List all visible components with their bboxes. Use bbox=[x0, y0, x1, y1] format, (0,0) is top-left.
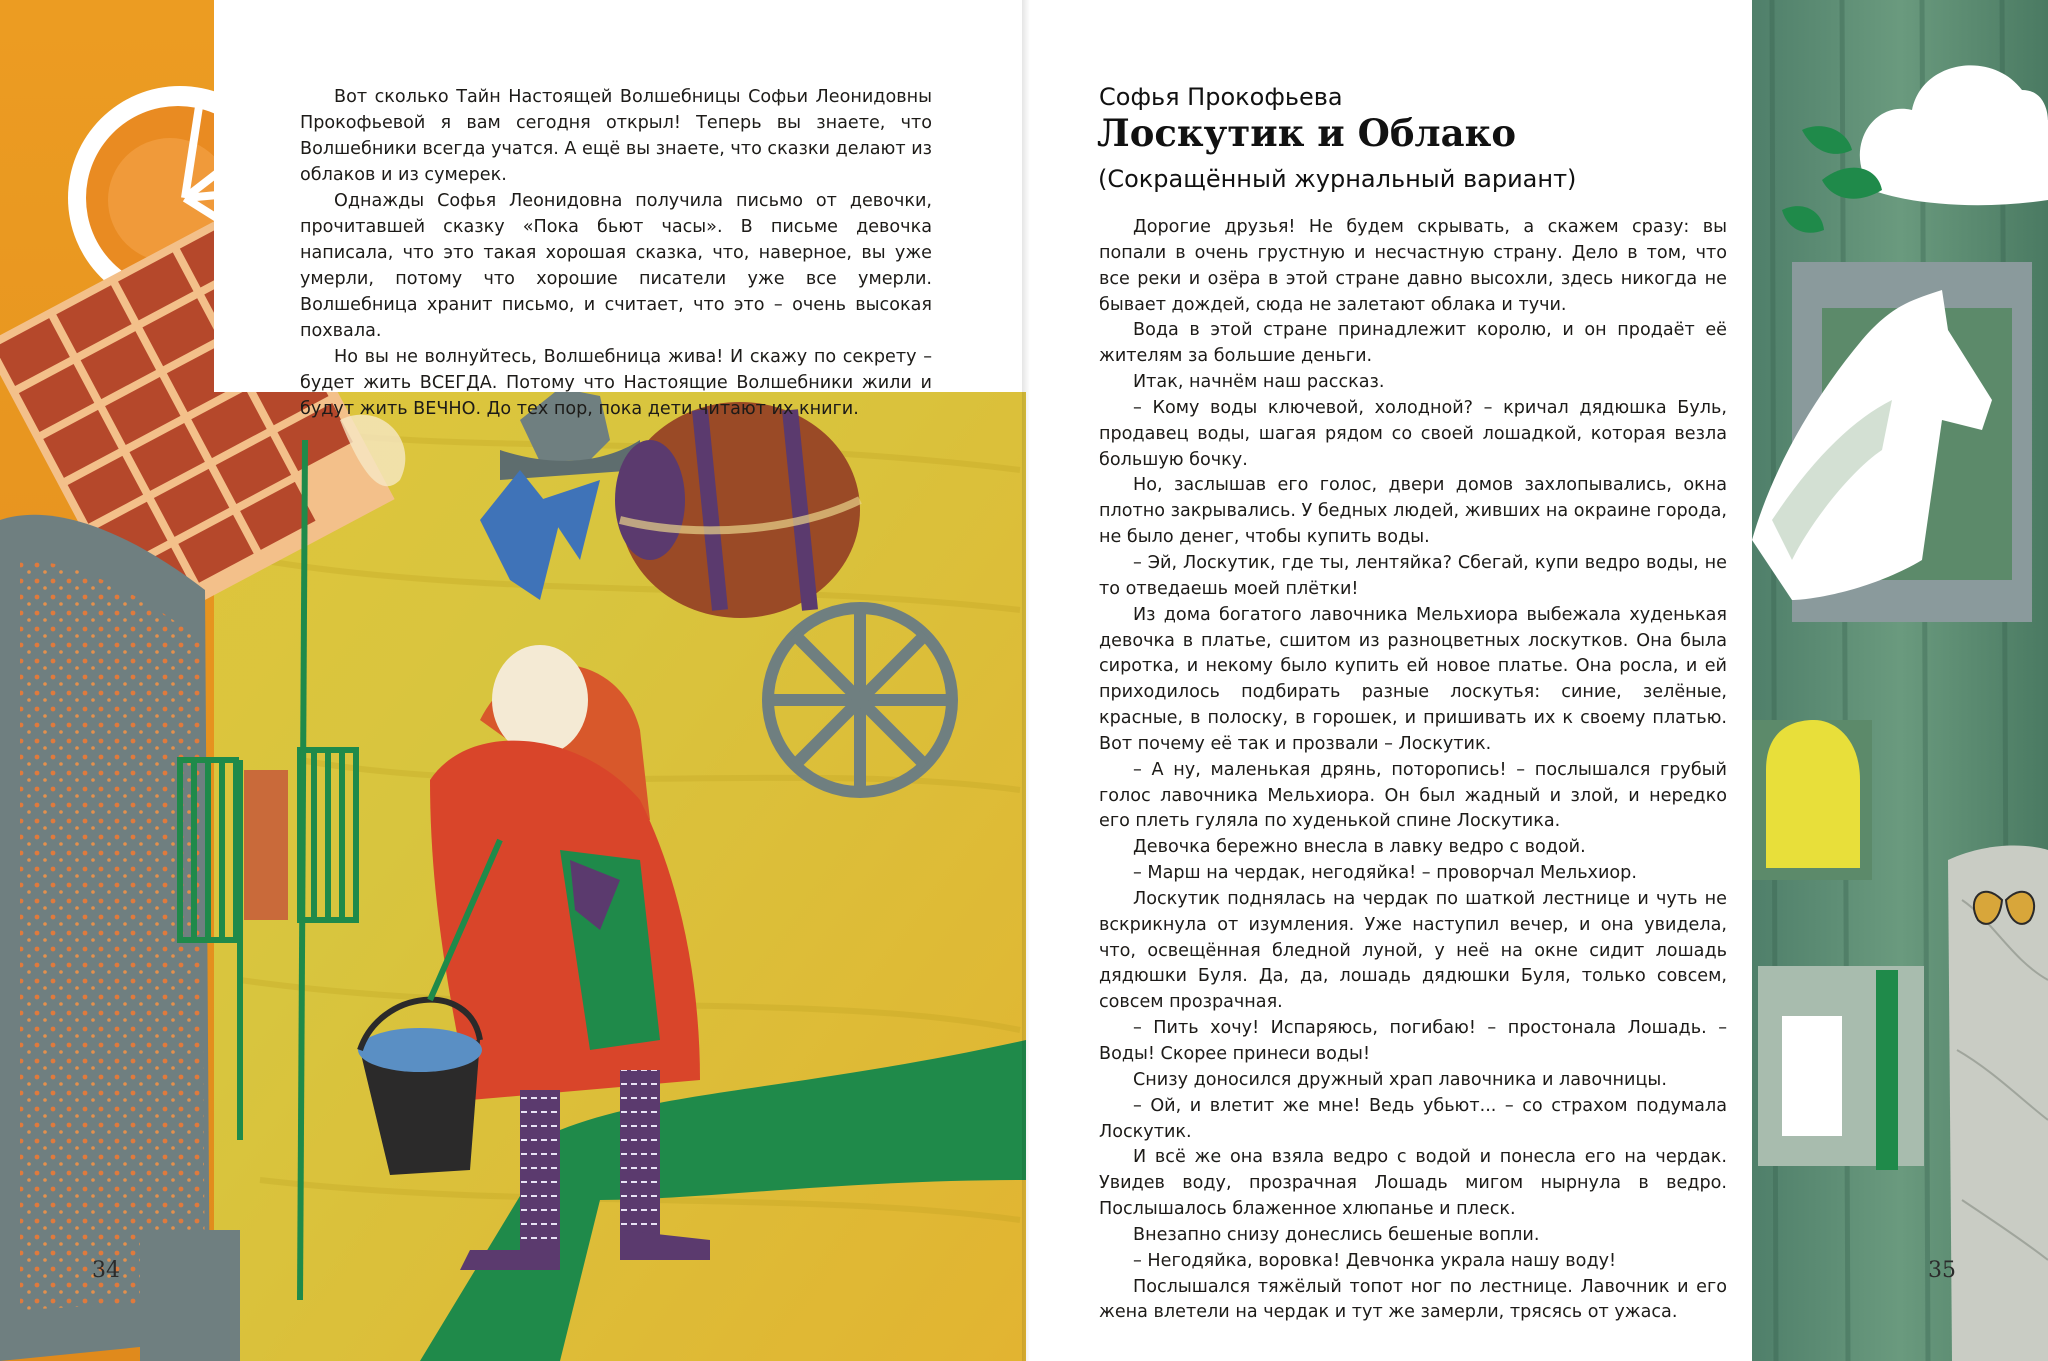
paragraph: – Негодяйка, воровка! Девчонка украла нашу воду! bbox=[1133, 1250, 1617, 1271]
paragraph: Из дома богатого лавочника Мельхиора выбежала худенькая девочка в платье, сшитом из разноцветных лоскутков. Она была сиротка, и некому было купить ей новое платье. Она росла, и ей приходилось подбирать разные лоскутья: синие, зелёные, красные, в полоску, в горошек, и пришивать их к своему платью. Вот почему её так и прозвали – Лоскутик. bbox=[1099, 604, 1727, 754]
paragraph: Вот сколько Тайн Настоящей Волшебницы Софьи Леонидовны Прокофьевой я вам сегодня открыл! Теперь вы знаете, что Волшебники всегда учатся. А ещё вы знаете, что сказки делают из облаков и из сумерек. bbox=[300, 87, 932, 185]
author-name: Софья Прокофьева bbox=[1099, 83, 1343, 111]
paragraph: Внезапно снизу донеслись бешеные вопли. bbox=[1133, 1224, 1540, 1245]
right-page-text bbox=[1099, 215, 1727, 1326]
paragraph: Итак, начнём наш рассказ. bbox=[1133, 372, 1385, 393]
page-number-left: 34 bbox=[92, 1258, 120, 1283]
paragraph: Снизу доносился дружный храп лавочника и лавочницы. bbox=[1133, 1069, 1667, 1090]
paragraph: Но, заслышав его голос, двери домов захлопывались, окна плотно закрывались. У бедных людей, живших на окраине города, не было денег, чтобы купить воды. bbox=[1099, 475, 1727, 548]
paragraph: – Эй, Лоскутик, где ты, лентяйка? Сбегай, купи ведро воды, не то отведаешь моей плётки! bbox=[1099, 552, 1727, 599]
paragraph: И всё же она взяла ведро с водой и понесла его на чердак. Увидев воду, прозрачная Лошадь мигом нырнула в ведро. Послышалось блаженное хлюпанье и плеск. bbox=[1099, 1147, 1727, 1220]
left-page-text bbox=[300, 84, 932, 422]
paragraph: Лоскутик поднялась на чердак по шаткой лестнице и чуть не вскрикнула от изумления. Уже наступил вечер, и она увидела, что, освещённая бледной луной, у неё на окне сидит лошадь дядюшки Буля. Да, да, лошадь дядюшки Буля, только совсем, совсем прозрачная. bbox=[1099, 888, 1727, 1013]
wood-block bbox=[1948, 846, 2048, 1361]
paragraph: Вода в этой стране принадлежит королю, и он продаёт её жителям за большие деньги. bbox=[1099, 320, 1727, 367]
collage-illustration-right bbox=[1752, 0, 2048, 1361]
paragraph: – Ой, и влетит же мне! Ведь убьют... – со страхом подумала Лоскутик. bbox=[1099, 1095, 1727, 1142]
story-subtitle: (Сокращённый журнальный вариант) bbox=[1098, 165, 1577, 193]
paragraph: Однажды Софья Леонидовна получила письмо от девочки, прочитавшей сказку «Пока бьют часы». В письме девочка написала, что это такая хорошая сказка, что, наверное, вы уже умерли, потому что хорошие писатели уже все умерли. Волшебница хранит письмо, и считает, что это – очень высокая похвала. bbox=[300, 191, 932, 341]
paragraph: Девочка бережно внесла в лавку ведро с водой. bbox=[1133, 837, 1586, 858]
small-window bbox=[1758, 966, 1924, 1170]
paragraph: – Марш на чердак, негодяйка! – проворчал Мельхиор. bbox=[1133, 863, 1637, 884]
paragraph: Послышался тяжёлый топот ног по лестнице. Лавочник и его жена влетели на чердак и тут же замерли, трясясь от ужаса. bbox=[1099, 1276, 1727, 1323]
paragraph: Но вы не волнуйтесь, Волшебница жива! И скажу по секрету – будет жить ВСЕГДА. Потому что Настоящие Волшебники жили и будут жить ВЕЧНО. До тех пор, пока дети читают их книги. bbox=[300, 347, 932, 419]
paragraph: – Кому воды ключевой, холодной? – кричал дядюшка Буль, продавец воды, шагая рядом со своей лошадкой, которая везла большую бочку. bbox=[1099, 397, 1727, 470]
paragraph: – А ну, маленькая дрянь, поторопись! – послышался грубый голос лавочника Мельхиора. Он был жадный и злой, и нередко его плеть гуляла по худенькой спине Лоскутика. bbox=[1099, 759, 1727, 832]
paragraph: Дорогие друзья! Не будем скрывать, а скажем сразу: вы попали в очень грустную и несчастную страну. Дело в том, что все реки и озёра в этой стране давно высохли, здесь никогда не бывает дождей, сюда не залетают облака и тучи. bbox=[1099, 217, 1727, 315]
arch-window bbox=[1752, 720, 1872, 880]
book-gutter-shadow bbox=[1022, 0, 1030, 1361]
cart-wheel bbox=[768, 608, 952, 792]
page-number-right: 35 bbox=[1928, 1258, 1956, 1283]
paragraph: – Пить хочу! Испаряюсь, погибаю! – простонала Лошадь. – Воды! Скорее принеси воды! bbox=[1099, 1018, 1727, 1064]
story-title: Лоскутик и Облако bbox=[1097, 111, 1516, 155]
